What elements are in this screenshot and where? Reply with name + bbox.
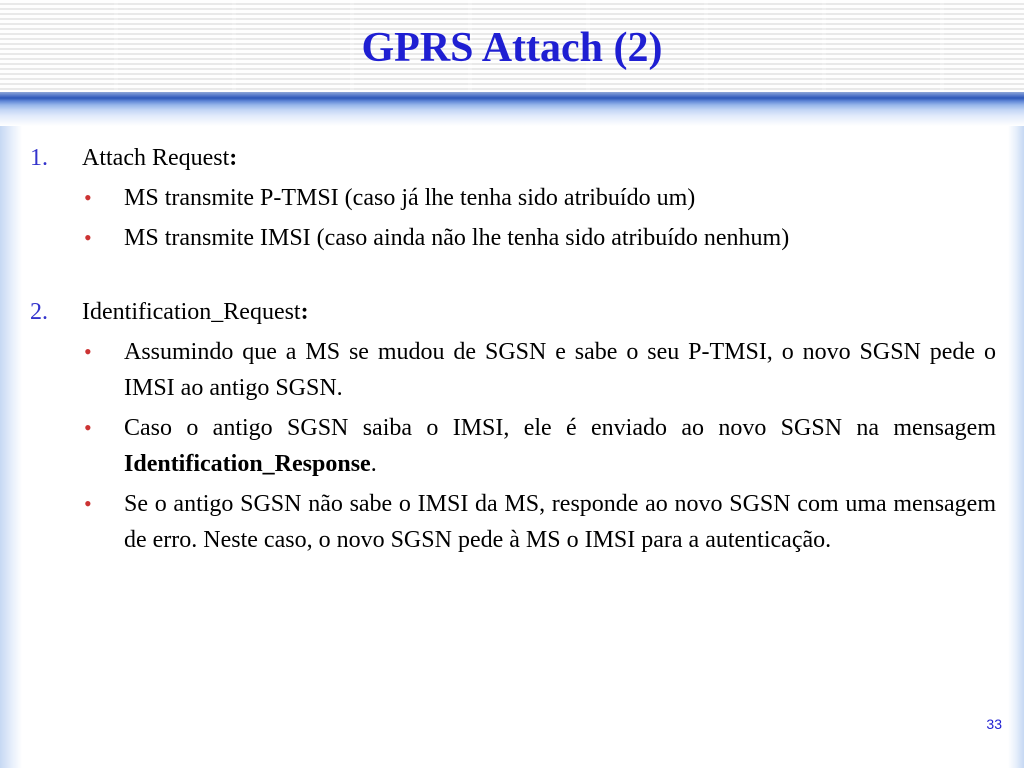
bullet-text: Assumindo que a MS se mudou de SGSN e sabe o seu P-TMSI, o novo SGSN pede o IMSI ao antigo SGSN. — [124, 339, 996, 401]
bullet-icon: • — [84, 225, 92, 250]
list-item — [30, 486, 996, 558]
bullet-text: Se o antigo SGSN não sabe o IMSI da MS, responde ao novo SGSN com uma mensagem de erro. Neste caso, o novo SGSN pede à MS o IMSI para a autenticação. — [124, 491, 996, 553]
sub-list-1 — [30, 180, 996, 256]
item-heading — [82, 299, 309, 325]
numbered-item-2 — [30, 294, 996, 330]
bullet-text-bold: Identification_Response — [124, 451, 371, 477]
numbered-item-1 — [30, 140, 996, 176]
list-item — [30, 220, 996, 256]
bullet-text — [124, 410, 996, 482]
right-edge-decoration — [1008, 126, 1024, 768]
bullet-text: MS transmite P-TMSI (caso já lhe tenha sido atribuído um) — [124, 185, 696, 211]
section-spacer — [30, 260, 996, 294]
item-number: 2. — [30, 299, 48, 325]
bullet-icon: • — [84, 415, 92, 440]
slide-title: GPRS Attach (2) — [361, 25, 663, 71]
list-item — [30, 334, 996, 406]
list-item — [30, 410, 996, 482]
bullet-text: MS transmite IMSI (caso ainda não lhe tenha sido atribuído nenhum) — [124, 225, 790, 251]
bullet-icon: • — [84, 185, 92, 210]
item-heading — [82, 145, 237, 171]
sub-list-2 — [30, 334, 996, 558]
item-heading-text: Identification_Request — [82, 299, 301, 325]
header-rule — [0, 92, 1024, 126]
bullet-text-part: Caso o antigo SGSN saiba o IMSI, ele é enviado ao novo SGSN na mensagem — [124, 415, 996, 441]
bullet-icon: • — [84, 339, 92, 364]
list-item — [30, 180, 996, 216]
item-heading-text: Attach Request — [82, 145, 230, 171]
page-number: 33 — [986, 716, 1002, 732]
item-heading-colon: : — [300, 299, 309, 325]
item-number: 1. — [30, 145, 48, 171]
slide-content — [30, 140, 996, 562]
left-edge-decoration — [0, 126, 22, 768]
bullet-text-part: . — [370, 451, 377, 477]
item-heading-colon: : — [229, 145, 238, 171]
bullet-icon: • — [84, 491, 92, 516]
